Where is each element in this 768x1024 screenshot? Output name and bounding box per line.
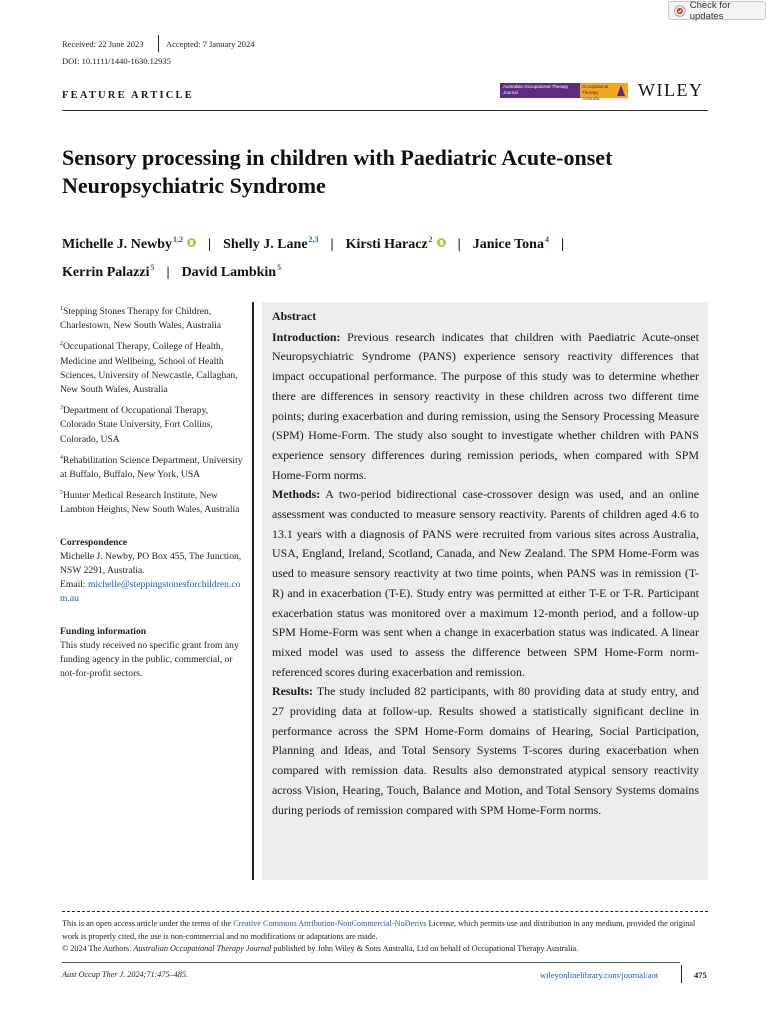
journal-logo bbox=[500, 83, 628, 101]
header-rule bbox=[62, 110, 708, 111]
journal-logo-right: Occupational Therapy Australia bbox=[580, 83, 614, 98]
author-affiliation-ref: 1,2 bbox=[173, 235, 184, 244]
meta-divider bbox=[158, 35, 159, 52]
affiliation-text: Rehabilitation Science Department, University at Buffalo, Buffalo, New York, USA bbox=[60, 454, 243, 481]
author-name: Kirsti Haracz bbox=[345, 237, 428, 252]
author-affiliation-ref: 5 bbox=[277, 263, 282, 272]
abstract-section-text: A two-period bidirectional case-crossover design was used, and an online assessment was conducted to measure sensory reactivity. Parents of children aged 4.6 to 13.1 years with a diagnosis of PANS were recruited from various sites across Australia, USA, England, Ireland, Scotland, Canada, and New Zealand. The SPM Home-Form was used to measure sensory reactivity at two time points, when PANS was in remission (T-R) and in exacerbation (T-E). Study entry was permitted at either T-E or T-R. Participant exacerbation status was monitored over a maximum 12-month period, and a follow-up SPM Home-Form was sent when a change in exacerbation status was indicated. A linear mixed model was used to assess the difference between SPM Home-Form norm-referenced scores during exacerbation and remission. bbox=[272, 487, 699, 679]
email-label: Email: bbox=[60, 579, 86, 591]
affiliation-item bbox=[60, 451, 245, 482]
author-name: Kerrin Palazzi bbox=[62, 265, 150, 280]
ota-logo-icon bbox=[614, 83, 628, 98]
citation: Aust Occup Ther J. 2024;71:475–485. bbox=[62, 970, 188, 979]
author-separator: | bbox=[330, 237, 334, 252]
affiliation-text: Occupational Therapy, College of Health, Medicine and Wellbeing, School of Health Sciences, University of Newcastle, Callaghan, New South Wales, Australia bbox=[60, 341, 238, 396]
author-affiliation-ref: 5 bbox=[150, 263, 155, 272]
abstract-section-heading: Methods: bbox=[272, 487, 321, 502]
copyright-pre: © 2024 The Authors. bbox=[62, 944, 132, 953]
author-item[interactable] bbox=[473, 237, 549, 252]
funding-heading: Funding information bbox=[60, 625, 147, 637]
abstract-section-text: Previous research indicates that children with Paediatric Acute-onset Neuropsychiatric Syndrome (PANS) experience sensory reactivity differences that impact occupational performance. The purpose of this study was to determine whether there are differences in sensory reactivity in these children across two different time points; during exacerbation and during remission, using the Sensory Processing Measure (SPM) Home-Form. The study also sought to investigate whether children with PANS experience sensory differences during remission periods, when compared with SPM Home-Form norms. bbox=[272, 329, 699, 482]
doi[interactable]: DOI: 10.1111/1440-1630.12935 bbox=[62, 56, 171, 66]
author-separator: | bbox=[208, 237, 212, 252]
check-for-updates-button[interactable] bbox=[668, 1, 766, 20]
author-affiliation-ref: 4 bbox=[544, 235, 549, 244]
footer-divider bbox=[62, 911, 708, 912]
affiliation-text: Department of Occupational Therapy, Colorado State University, Fort Collins, Colorado, USA bbox=[60, 405, 213, 445]
affiliation-item bbox=[60, 337, 245, 397]
correspondence-text: Michelle J. Newby, PO Box 455, The Junction, NSW 2291, Australia. bbox=[60, 550, 242, 577]
email-link[interactable]: michelle@steppingstonesforchildren.com.au bbox=[60, 579, 241, 605]
author-affiliation-ref: 2 bbox=[428, 235, 433, 244]
publisher-logo: WILEY bbox=[638, 80, 704, 100]
abstract-left-rule bbox=[252, 302, 254, 880]
author-name: Shelly J. Lane bbox=[223, 237, 308, 252]
page-number: 475 bbox=[694, 970, 707, 980]
affiliation-number: 3 bbox=[60, 405, 63, 412]
correspondence-email bbox=[60, 578, 245, 606]
journal-url-link[interactable]: wileyonlinelibrary.com/journal/aot bbox=[540, 970, 659, 980]
license-link[interactable]: Creative Commons Attribution-NonCommercial-NoDerivs bbox=[233, 919, 427, 928]
abstract-section-introduction bbox=[272, 328, 699, 486]
page-number-divider bbox=[681, 965, 682, 983]
affiliation-number: 1 bbox=[60, 306, 63, 312]
author-name: David Lambkin bbox=[181, 265, 277, 280]
author-item[interactable] bbox=[62, 265, 154, 280]
affiliation-number: 5 bbox=[60, 490, 63, 497]
author-separator: | bbox=[457, 237, 461, 252]
affiliation-number: 4 bbox=[60, 454, 63, 461]
accepted-date: Accepted: 7 January 2024 bbox=[166, 39, 255, 49]
abstract-section-results bbox=[272, 682, 699, 820]
affiliation-item bbox=[60, 401, 245, 447]
article-title: Sensory processing in children with Paediatric Acute-onset Neuropsychiatric Syndrome bbox=[62, 145, 613, 198]
author-affiliation-ref: 2,3 bbox=[308, 235, 319, 244]
license-notice bbox=[62, 918, 708, 956]
affiliations-column bbox=[60, 302, 245, 681]
check-updates-label: Check for updates bbox=[689, 0, 731, 22]
correspondence-heading: Correspondence bbox=[60, 536, 127, 548]
abstract-section-heading: Introduction: bbox=[272, 329, 341, 344]
affiliation-number: 2 bbox=[60, 341, 63, 348]
abstract-section-text: The study included 82 participants, with 80 providing data at study entry, and 27 providing data at follow-up. Results showed a statistically significant decline in performance across the SPM Home-Form domains of Hearing, Social Participation, Planning and Ideas, and Total Sensory Systems T-scores during exacerbation when compared with remission data. Results also demonstrated atypical sensory reactivity across Vision, Hearing, Touch, Balance and Motion, and Total Sensory Systems domains during periods of remission compared with SPM Home-Form norms. bbox=[272, 684, 699, 817]
copyright-post: published by John Wiley & Sons Australia, Ltd on behalf of Occupational Therapy Australia. bbox=[273, 944, 579, 953]
abstract-section-heading: Results: bbox=[272, 684, 313, 699]
author-item[interactable] bbox=[182, 265, 282, 280]
footer-rule bbox=[62, 962, 680, 963]
abstract-section-methods bbox=[272, 485, 699, 682]
orcid-icon[interactable] bbox=[437, 238, 446, 247]
journal-logo-left: Australian Occupational Therapy Journal bbox=[500, 83, 580, 98]
orcid-icon[interactable] bbox=[187, 238, 196, 247]
abstract-title: Abstract bbox=[272, 309, 317, 323]
author-item[interactable] bbox=[223, 237, 318, 252]
article-type-label: FEATURE ARTICLE bbox=[62, 90, 194, 101]
affiliation-item bbox=[60, 302, 245, 333]
abstract-content bbox=[272, 307, 699, 820]
author-name: Janice Tona bbox=[472, 237, 544, 252]
funding-text: This study received no specific grant from any funding agency in the public, commercial, or not-for-profit sectors. bbox=[60, 639, 239, 680]
affiliation-item bbox=[60, 486, 245, 517]
license-text bbox=[62, 918, 708, 943]
author-separator: | bbox=[560, 237, 565, 252]
received-date: Received: 22 June 2023 bbox=[62, 39, 144, 49]
license-pre: This is an open access article under the terms of the bbox=[62, 919, 232, 928]
check-updates-icon bbox=[674, 5, 686, 17]
author-item[interactable] bbox=[346, 237, 446, 252]
author-item[interactable] bbox=[62, 237, 196, 252]
author-list bbox=[62, 228, 712, 284]
copyright-journal: Australian Occupational Therapy Journal bbox=[133, 944, 272, 953]
author-name: Michelle J. Newby bbox=[62, 237, 173, 252]
author-separator: | bbox=[166, 265, 170, 280]
copyright-text bbox=[62, 943, 708, 956]
affiliation-text: Stepping Stones Therapy for Children, Charlestown, New South Wales, Australia bbox=[60, 306, 222, 332]
affiliation-text: Hunter Medical Research Institute, New Lambton Heights, New South Wales, Australia bbox=[60, 490, 240, 516]
license-post: License, which permits use and distribution in any medium, provided the original work is properly cited, the use is non-commercial and no modifications or adaptations are made. bbox=[62, 919, 696, 941]
